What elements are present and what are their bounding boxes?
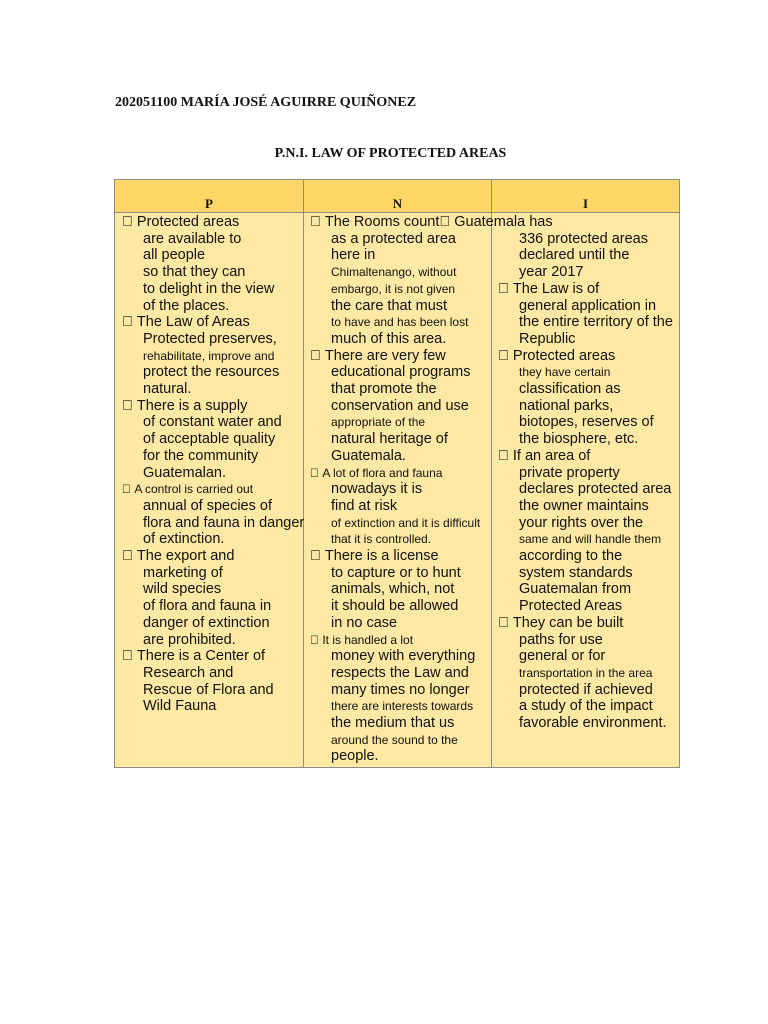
text-line: are available to	[143, 230, 242, 247]
text-line: for the community	[143, 447, 259, 464]
bullet-line: They can be built	[498, 614, 609, 631]
text-line: are prohibited.	[143, 631, 236, 648]
text-line: system standards	[519, 564, 633, 581]
text-line: it should be allowed	[331, 598, 459, 615]
author-line: 202051100 MARÍA JOSÉ AGUIRRE QUIÑONEZ	[115, 95, 417, 110]
text-line: of extinction.	[143, 531, 225, 548]
text-line: many times no longer	[331, 681, 470, 698]
text-line: danger of extinction	[143, 614, 270, 631]
text-line: the biosphere, etc.	[519, 431, 639, 448]
text-line: of flora and fauna in	[143, 598, 272, 615]
text-line: Protected Areas	[519, 598, 623, 615]
document-title: P.N.I. LAW OF PROTECTED AREAS	[274, 146, 507, 161]
text-line: that it is controlled.	[331, 532, 432, 547]
text-line: much of this area.	[331, 330, 447, 347]
bullet-line: There is a license	[310, 548, 424, 564]
text-line: here in	[331, 247, 376, 264]
text-line: that promote the	[331, 381, 437, 397]
text-line: of constant water and	[143, 414, 282, 431]
text-line: all people	[143, 247, 206, 264]
text-line: so that they can	[143, 264, 246, 281]
text-line: Chimaltenango, without	[331, 265, 457, 280]
text-line: find at risk	[331, 497, 398, 514]
text-line: natural heritage of	[331, 431, 448, 448]
text-line: same and will handle them	[519, 532, 662, 547]
text-line: national parks,	[519, 397, 614, 414]
text-line: natural.	[143, 381, 192, 397]
text-line: nowadays it is	[331, 481, 423, 498]
text-line: paths for use	[519, 631, 603, 648]
text-line: favorable environment.	[519, 715, 667, 731]
bullet-line: There are very few	[310, 347, 431, 364]
text-line: appropriate of the	[331, 415, 426, 430]
text-line: around the sound to the	[331, 732, 458, 747]
bullet-line: It is handled a lot	[310, 632, 401, 647]
text-line: a study of the impact	[519, 698, 653, 715]
text-line: Research and	[143, 664, 234, 681]
text-line: Republic	[519, 330, 576, 347]
text-line: there are interests towards	[331, 699, 474, 714]
text-line: 336 protected areas	[519, 230, 648, 247]
text-line: declares protected area	[519, 481, 672, 498]
text-line: they have certain	[519, 365, 611, 380]
text-line: annual of species of	[143, 497, 272, 514]
text-line: of extinction and it is difficult	[331, 515, 481, 530]
bullet-line: A control is carried out	[122, 482, 241, 497]
text-line: conservation and use	[331, 397, 469, 414]
text-line: declared until the	[519, 247, 630, 264]
text-line: people.	[331, 748, 379, 765]
bullet-line: The Law is of	[498, 280, 585, 297]
text-line: to capture or to hunt	[331, 564, 461, 581]
text-line: general or for	[519, 648, 606, 665]
table-header-row	[115, 180, 679, 213]
text-line: respects the Law and	[331, 664, 469, 681]
text-line: the owner maintains	[519, 497, 649, 514]
header-p: P	[205, 196, 213, 211]
bullet-line: There is a supply	[122, 397, 233, 414]
text-line: embargo, it is not given	[331, 281, 456, 296]
bullet-line: The export and	[122, 548, 220, 564]
pni-table	[114, 179, 680, 768]
text-line: according to the	[519, 548, 623, 564]
text-line: biotopes, reserves of	[519, 414, 654, 431]
text-line: educational programs	[331, 364, 471, 381]
bullet-line: Protected areas	[498, 347, 601, 364]
text-line: money with everything	[331, 648, 476, 665]
bullet-line: The Rooms count Guatemala has	[310, 214, 527, 230]
text-line: Rescue of Flora and	[143, 681, 274, 698]
bullet-line: Protected areas	[122, 214, 225, 230]
text-line: Guatemalan.	[143, 464, 227, 481]
bullet-line: The Law of Areas	[122, 314, 235, 331]
text-line: classification as	[519, 381, 621, 397]
column-divider	[491, 180, 492, 767]
text-line: marketing of	[143, 564, 223, 581]
text-line: Guatemala.	[331, 447, 406, 464]
text-line: the care that must	[331, 297, 448, 314]
text-line: as a protected area	[331, 230, 456, 247]
text-line: to delight in the view	[143, 280, 275, 297]
bullet-line: A lot of flora and fauna	[310, 465, 431, 480]
text-line: the medium that us	[331, 715, 455, 731]
text-line: protected if achieved	[519, 681, 653, 698]
text-line: Guatemalan from	[519, 581, 632, 598]
text-line: to have and has been lost	[331, 315, 469, 330]
text-line: rehabilitate, improve and	[143, 348, 275, 363]
text-line: your rights over the	[519, 514, 644, 531]
text-line: Protected preserves,	[143, 330, 277, 347]
text-line: wild species	[143, 581, 222, 598]
text-line: protect the resources	[143, 364, 280, 381]
text-line: transportation in the area	[519, 665, 653, 680]
text-line: in no case	[331, 614, 398, 631]
text-line: animals, which, not	[331, 581, 455, 598]
text-line: Wild Fauna	[143, 698, 217, 715]
column-divider	[303, 180, 304, 767]
text-line: flora and fauna in danger	[143, 514, 305, 531]
header-n: N	[392, 196, 403, 211]
text-line: general application in	[519, 297, 657, 314]
bullet-line: If an area of	[498, 447, 576, 464]
text-line: of acceptable quality	[143, 431, 276, 448]
text-line: the entire territory of the	[519, 314, 673, 331]
text-line: private property	[519, 464, 620, 481]
bullet-line: There is a Center of	[122, 648, 251, 665]
header-i: I	[582, 196, 589, 211]
text-line: year 2017	[519, 264, 584, 281]
text-line: of the places.	[143, 297, 230, 314]
